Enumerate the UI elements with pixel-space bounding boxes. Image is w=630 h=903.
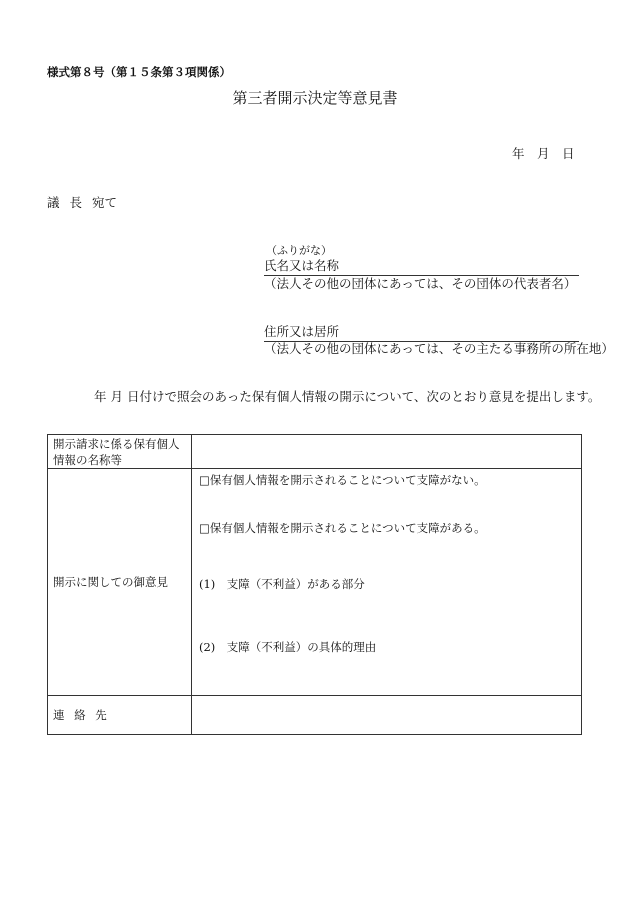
furigana-label: （ふりがな） [266,244,332,257]
name-field[interactable]: 氏名又は名称 [264,256,579,276]
address-note: （法人その他の団体にあっては、その主たる事務所の所在地） [264,341,614,356]
opinion-table [47,434,582,735]
affected-part-item: (1) 支障（不利益）がある部分 [199,577,365,591]
document-title: 第三者開示決定等意見書 [232,89,398,107]
opinion-cell [192,469,582,696]
table-row [48,435,582,469]
opinion-label: 開示に関しての御意見 [48,469,192,696]
name-note: （法人その他の団体にあっては、その団体の代表者名） [264,276,577,291]
specific-reason-item: (2) 支障（不利益）の具体的理由 [199,640,377,654]
contact-cell[interactable] [192,696,582,735]
address-field[interactable]: 住所又は居所 [264,322,579,342]
no-objection-checkbox[interactable]: □保有個人情報を開示されることについて支障がない。 [199,473,486,487]
table-row [48,696,582,735]
info-name-cell[interactable] [192,435,582,469]
request-text: 年 月 日付けで照会のあった保有個人情報の開示について、次のとおり意見を提出します。 [94,389,601,404]
form-number: 様式第８号（第１５条第３項関係） [47,65,231,79]
objection-checkbox[interactable]: □保有個人情報を開示されることについて支障がある。 [199,521,486,535]
table-row [48,469,582,696]
date-line: 年 月 日 [512,146,575,161]
info-name-label: 開示請求に係る保有個人情報の名称等 [48,435,192,469]
contact-label: 連 絡 先 [48,696,192,735]
addressee: 議 長 宛て [47,195,117,210]
